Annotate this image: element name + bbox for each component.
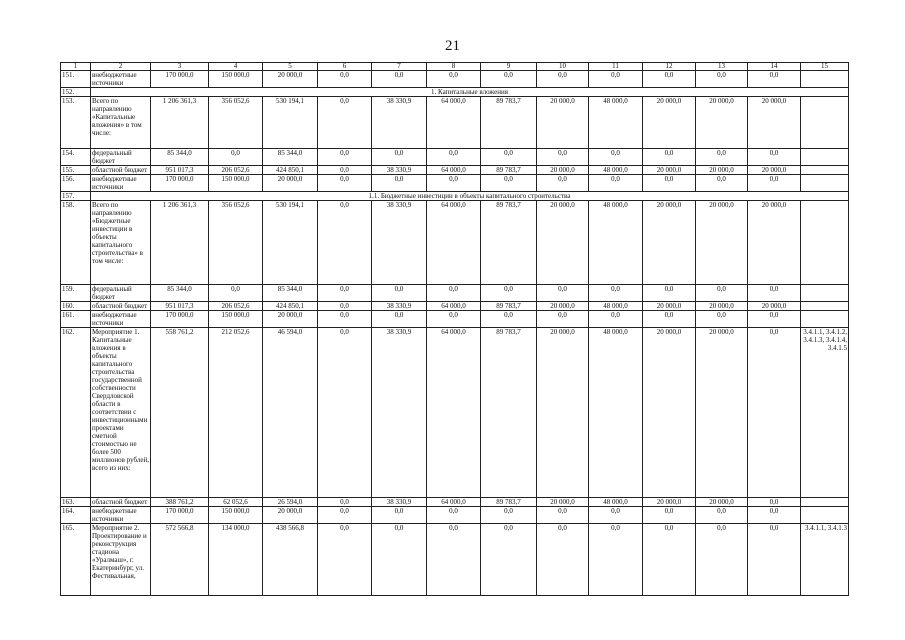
table-row	[61, 166, 849, 175]
value-cell: 0,0	[696, 71, 748, 88]
value-cell: 572 566,8	[151, 524, 209, 596]
value-cell: 356 052,6	[209, 201, 263, 285]
value-cell: 48 000,0	[589, 302, 643, 311]
value-cell: 64 000,0	[427, 498, 481, 507]
value-cell: 85 344,0	[263, 285, 318, 302]
value-cell: 20 000,0	[643, 201, 696, 285]
value-cell: 0,0	[748, 311, 801, 328]
value-cell: 0,0	[318, 201, 372, 285]
value-cell: 0,0	[372, 524, 427, 596]
value-cell: 0,0	[537, 175, 589, 192]
value-cell: 38 330,9	[372, 201, 427, 285]
row-number: 152.	[61, 88, 91, 97]
value-cell: 48 000,0	[589, 328, 643, 498]
value-cell: 558 761,2	[151, 328, 209, 498]
value-cell: 0,0	[696, 175, 748, 192]
value-cell: 0,0	[372, 285, 427, 302]
row-label: областной бюджет	[91, 302, 151, 311]
target-codes-cell	[801, 507, 849, 524]
value-cell: 20 000,0	[696, 166, 748, 175]
value-cell: 64 000,0	[427, 166, 481, 175]
value-cell: 0,0	[643, 524, 696, 596]
value-cell: 0,0	[481, 524, 537, 596]
row-label: внебюджетные источники	[91, 175, 151, 192]
value-cell: 89 783,7	[481, 498, 537, 507]
value-cell: 0,0	[589, 175, 643, 192]
row-number: 160.	[61, 302, 91, 311]
value-cell: 20 000,0	[537, 97, 589, 149]
value-cell: 0,0	[427, 149, 481, 166]
value-cell: 20 000,0	[537, 166, 589, 175]
value-cell: 0,0	[589, 507, 643, 524]
table-row	[61, 524, 849, 596]
value-cell: 38 330,9	[372, 302, 427, 311]
value-cell: 0,0	[318, 328, 372, 498]
value-cell: 48 000,0	[589, 498, 643, 507]
value-cell: 0,0	[372, 507, 427, 524]
target-codes-cell	[801, 498, 849, 507]
row-number: 161.	[61, 311, 91, 328]
target-codes-cell	[801, 97, 849, 149]
value-cell: 0,0	[696, 507, 748, 524]
value-cell: 64 000,0	[427, 201, 481, 285]
value-cell: 26 594,0	[263, 498, 318, 507]
value-cell: 62 052,6	[209, 498, 263, 507]
value-cell: 20 000,0	[263, 71, 318, 88]
value-cell: 530 194,1	[263, 97, 318, 149]
table-row	[61, 507, 849, 524]
value-cell: 530 194,1	[263, 201, 318, 285]
value-cell: 0,0	[427, 71, 481, 88]
table-row	[61, 311, 849, 328]
target-codes-cell	[801, 285, 849, 302]
value-cell: 424 850,1	[263, 166, 318, 175]
value-cell: 0,0	[696, 149, 748, 166]
column-header: 13	[696, 63, 748, 71]
value-cell: 0,0	[318, 166, 372, 175]
column-header: 9	[481, 63, 537, 71]
value-cell: 170 000,0	[151, 71, 209, 88]
value-cell: 1 206 361,3	[151, 201, 209, 285]
row-label: Всего по направлению «Капитальные вложения» в том числе:	[91, 97, 151, 149]
value-cell: 38 330,9	[372, 166, 427, 175]
section-row	[61, 192, 849, 201]
value-cell: 206 052,6	[209, 166, 263, 175]
section-title: 1.1. Бюджетные инвестиции в объекты капитального строительства	[91, 192, 849, 201]
value-cell: 0,0	[589, 285, 643, 302]
value-cell: 170 000,0	[151, 507, 209, 524]
value-cell: 89 783,7	[481, 328, 537, 498]
value-cell: 48 000,0	[589, 166, 643, 175]
row-label: внебюджетные источники	[91, 311, 151, 328]
value-cell: 20 000,0	[696, 328, 748, 498]
value-cell: 0,0	[748, 71, 801, 88]
value-cell: 0,0	[427, 311, 481, 328]
value-cell: 0,0	[318, 149, 372, 166]
column-header: 15	[801, 63, 849, 71]
page-number: 21	[445, 38, 460, 54]
value-cell: 0,0	[481, 149, 537, 166]
table-row	[61, 285, 849, 302]
row-number: 154.	[61, 149, 91, 166]
value-cell: 0,0	[372, 311, 427, 328]
row-label: Мероприятие 1. Капитальные вложения в объекты капитального строительства государственной собственности Свердловской области в соответствии с инвестиционными проектами сметной стоимостью не более 500 миллионов рублей, всего из них:	[91, 328, 151, 498]
value-cell: 89 783,7	[481, 97, 537, 149]
section-row	[61, 88, 849, 97]
value-cell: 0,0	[481, 175, 537, 192]
column-header: 3	[151, 63, 209, 71]
table-row	[61, 175, 849, 192]
target-codes-cell	[801, 175, 849, 192]
value-cell: 20 000,0	[643, 328, 696, 498]
target-codes-cell	[801, 311, 849, 328]
value-cell: 0,0	[481, 507, 537, 524]
value-cell: 0,0	[537, 311, 589, 328]
value-cell: 20 000,0	[263, 175, 318, 192]
target-codes-cell	[801, 71, 849, 88]
target-codes-cell	[801, 302, 849, 311]
value-cell: 0,0	[748, 507, 801, 524]
value-cell: 89 783,7	[481, 302, 537, 311]
value-cell: 0,0	[318, 175, 372, 192]
value-cell: 46 594,0	[263, 328, 318, 498]
value-cell: 64 000,0	[427, 302, 481, 311]
value-cell: 0,0	[209, 149, 263, 166]
value-cell: 0,0	[318, 97, 372, 149]
value-cell: 0,0	[643, 175, 696, 192]
value-cell: 0,0	[318, 311, 372, 328]
value-cell: 951 017,3	[151, 166, 209, 175]
value-cell: 20 000,0	[643, 302, 696, 311]
value-cell: 0,0	[537, 285, 589, 302]
value-cell: 0,0	[537, 524, 589, 596]
target-codes-cell	[801, 149, 849, 166]
value-cell: 20 000,0	[748, 97, 801, 149]
row-label: Мероприятие 2. Проектирование и реконструкция стадиона «Уралмаш», г. Екатеринбург, ул. Фестивальная,	[91, 524, 151, 596]
table-row	[61, 201, 849, 285]
row-label: Всего по направлению «Бюджетные инвестиции в объекты капитального строительства» в том числе:	[91, 201, 151, 285]
value-cell: 0,0	[537, 71, 589, 88]
value-cell: 438 566,8	[263, 524, 318, 596]
value-cell: 0,0	[589, 149, 643, 166]
value-cell: 0,0	[427, 285, 481, 302]
value-cell: 0,0	[748, 285, 801, 302]
value-cell: 20 000,0	[643, 97, 696, 149]
value-cell: 0,0	[643, 71, 696, 88]
value-cell: 0,0	[481, 285, 537, 302]
value-cell: 20 000,0	[537, 328, 589, 498]
value-cell: 38 330,9	[372, 97, 427, 149]
row-number: 151.	[61, 71, 91, 88]
row-label: федеральный бюджет	[91, 149, 151, 166]
value-cell: 0,0	[427, 524, 481, 596]
section-title: 1. Капитальные вложения	[91, 88, 849, 97]
value-cell: 0,0	[537, 149, 589, 166]
value-cell: 0,0	[481, 311, 537, 328]
value-cell: 85 344,0	[151, 149, 209, 166]
row-number: 155.	[61, 166, 91, 175]
column-header: 6	[318, 63, 372, 71]
value-cell: 424 850,1	[263, 302, 318, 311]
value-cell: 64 000,0	[427, 328, 481, 498]
row-number: 156.	[61, 175, 91, 192]
row-number: 163.	[61, 498, 91, 507]
value-cell: 150 000,0	[209, 311, 263, 328]
row-label: федеральный бюджет	[91, 285, 151, 302]
value-cell: 1 206 361,3	[151, 97, 209, 149]
value-cell: 0,0	[209, 285, 263, 302]
value-cell: 0,0	[318, 498, 372, 507]
value-cell: 150 000,0	[209, 71, 263, 88]
table-row	[61, 149, 849, 166]
value-cell: 85 344,0	[151, 285, 209, 302]
value-cell: 20 000,0	[263, 507, 318, 524]
value-cell: 0,0	[318, 302, 372, 311]
value-cell: 48 000,0	[589, 97, 643, 149]
value-cell: 0,0	[318, 524, 372, 596]
value-cell: 20 000,0	[537, 201, 589, 285]
column-header: 10	[537, 63, 589, 71]
value-cell: 20 000,0	[696, 97, 748, 149]
value-cell: 0,0	[427, 175, 481, 192]
table-row	[61, 71, 849, 88]
value-cell: 0,0	[318, 507, 372, 524]
value-cell: 0,0	[589, 311, 643, 328]
value-cell: 0,0	[427, 507, 481, 524]
value-cell: 0,0	[318, 285, 372, 302]
row-number: 158.	[61, 201, 91, 285]
table-row	[61, 498, 849, 507]
value-cell: 0,0	[372, 149, 427, 166]
column-header: 7	[372, 63, 427, 71]
value-cell: 0,0	[748, 498, 801, 507]
budget-table	[60, 62, 849, 596]
row-number: 157.	[61, 192, 91, 201]
value-cell: 20 000,0	[696, 498, 748, 507]
value-cell: 20 000,0	[643, 498, 696, 507]
row-label: областной бюджет	[91, 166, 151, 175]
value-cell: 150 000,0	[209, 507, 263, 524]
value-cell: 48 000,0	[589, 201, 643, 285]
value-cell: 85 344,0	[263, 149, 318, 166]
target-codes-cell	[801, 201, 849, 285]
value-cell: 170 000,0	[151, 175, 209, 192]
column-header: 12	[643, 63, 696, 71]
value-cell: 20 000,0	[537, 302, 589, 311]
value-cell: 0,0	[537, 507, 589, 524]
table-row	[61, 328, 849, 498]
value-cell: 20 000,0	[263, 311, 318, 328]
row-number: 162.	[61, 328, 91, 498]
table-row	[61, 97, 849, 149]
value-cell: 951 017,3	[151, 302, 209, 311]
target-codes-cell	[801, 166, 849, 175]
value-cell: 0,0	[748, 175, 801, 192]
value-cell: 20 000,0	[643, 166, 696, 175]
value-cell: 212 052,6	[209, 328, 263, 498]
column-header: 5	[263, 63, 318, 71]
column-header: 1	[61, 63, 91, 71]
value-cell: 0,0	[318, 71, 372, 88]
value-cell: 38 330,9	[372, 328, 427, 498]
value-cell: 0,0	[589, 71, 643, 88]
value-cell: 0,0	[643, 507, 696, 524]
target-codes-cell: 3.4.1.1, 3.4.1.3	[801, 524, 849, 596]
value-cell: 0,0	[481, 71, 537, 88]
value-cell: 38 330,9	[372, 498, 427, 507]
row-label: внебюджетные источники	[91, 507, 151, 524]
value-cell: 89 783,7	[481, 166, 537, 175]
value-cell: 0,0	[589, 524, 643, 596]
value-cell: 134 000,0	[209, 524, 263, 596]
column-header: 2	[91, 63, 151, 71]
value-cell: 89 783,7	[481, 201, 537, 285]
value-cell: 0,0	[696, 285, 748, 302]
value-cell: 170 000,0	[151, 311, 209, 328]
value-cell: 0,0	[696, 524, 748, 596]
value-cell: 0,0	[748, 524, 801, 596]
value-cell: 356 052,6	[209, 97, 263, 149]
row-label: внебюджетные источники	[91, 71, 151, 88]
value-cell: 20 000,0	[748, 166, 801, 175]
value-cell: 0,0	[643, 285, 696, 302]
value-cell: 20 000,0	[537, 498, 589, 507]
column-header: 4	[209, 63, 263, 71]
column-header: 8	[427, 63, 481, 71]
value-cell: 0,0	[372, 71, 427, 88]
row-number: 153.	[61, 97, 91, 149]
row-label: областной бюджет	[91, 498, 151, 507]
value-cell: 206 052,6	[209, 302, 263, 311]
column-header: 11	[589, 63, 643, 71]
value-cell: 0,0	[748, 149, 801, 166]
value-cell: 20 000,0	[748, 302, 801, 311]
column-header: 14	[748, 63, 801, 71]
column-header-row	[61, 63, 849, 71]
value-cell: 0,0	[643, 149, 696, 166]
row-number: 164.	[61, 507, 91, 524]
value-cell: 150 000,0	[209, 175, 263, 192]
table-row	[61, 302, 849, 311]
value-cell: 0,0	[372, 175, 427, 192]
target-codes-cell: 3.4.1.1, 3.4.1.2, 3.4.1.3, 3.4.1.4, 3.4.1.5	[801, 328, 849, 498]
value-cell: 0,0	[696, 311, 748, 328]
value-cell: 0,0	[643, 311, 696, 328]
row-number: 165.	[61, 524, 91, 596]
value-cell: 64 000,0	[427, 97, 481, 149]
value-cell: 20 000,0	[748, 201, 801, 285]
value-cell: 388 761,2	[151, 498, 209, 507]
value-cell: 20 000,0	[696, 302, 748, 311]
value-cell: 0,0	[748, 328, 801, 498]
value-cell: 20 000,0	[696, 201, 748, 285]
row-number: 159.	[61, 285, 91, 302]
